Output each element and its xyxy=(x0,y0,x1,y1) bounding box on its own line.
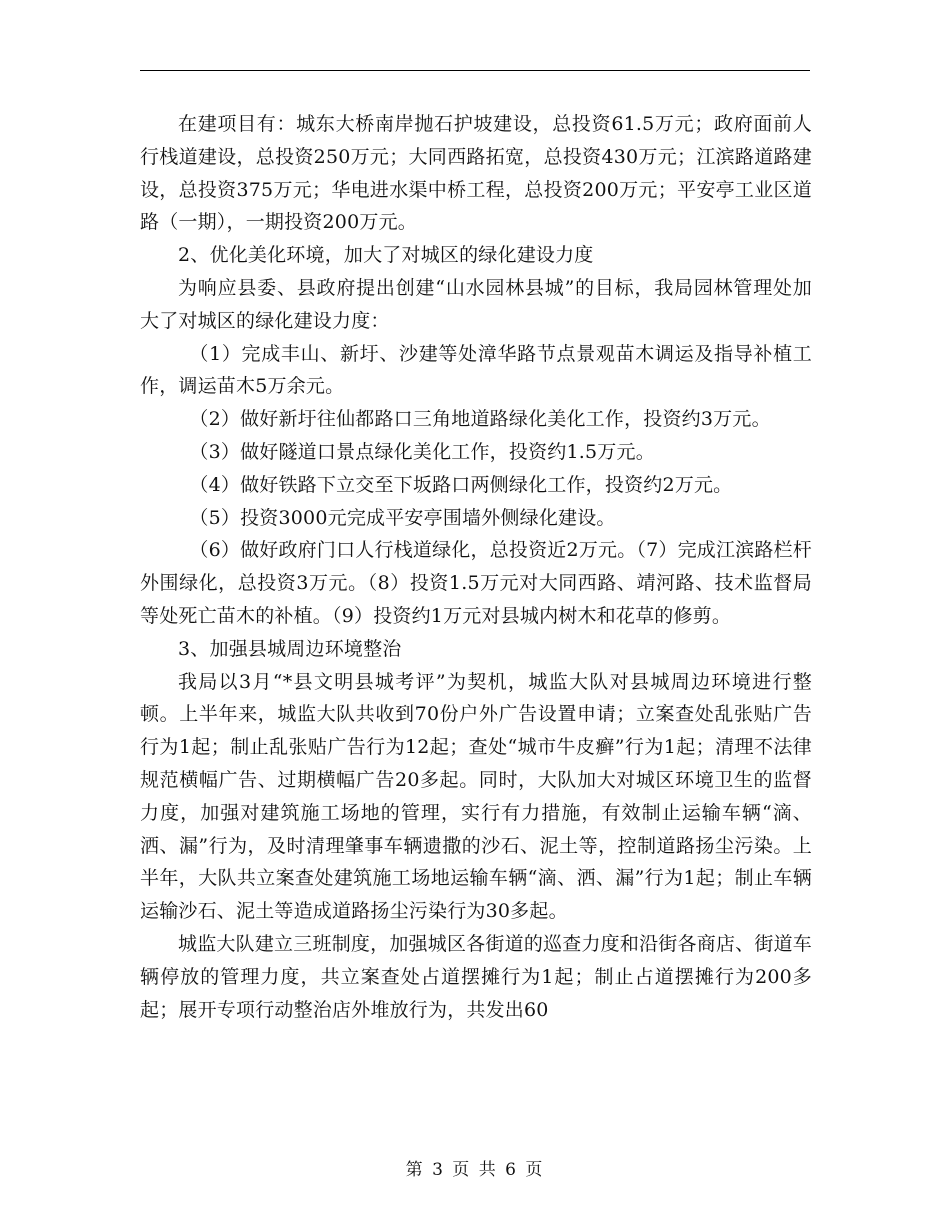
paragraph-projects: 在建项目有：城东大桥南岸抛石护坡建设，总投资61.5万元；政府面前人行栈道建设，总投资250万元；大同西路拓宽，总投资430万元；江滨路道路建设，总投资375万元；华电进水渠中桥工程，总投资200万元；平安亭工业区道路（一期），一期投资200万元。 xyxy=(140,113,812,234)
paragraph-inspection: 我局以3月“*县文明县城考评”为契机，城监大队对县城周边环境进行整顿。上半年来，城监大队共收到70份户外广告设置申请；立案查处乱张贴广告行为1起；制止乱张贴广告行为12起；查处“城市牛皮癣”行为1起；清理不法律规范横幅广告、过期横幅广告20多起。同时，大队加大对城区环境卫生的监督力度，加强对建筑施工场地的管理，实行有力措施，有效制止运输车辆“滴、洒、漏”行为，及时清理肇事车辆遗撒的沙石、泥土等，控制道路扬尘污染。上半年，大队共立案查处建筑施工场地运输车辆“滴、洒、漏”行为1起；制止车辆运输沙石、泥土等造成道路扬尘污染行为30多起。 xyxy=(140,670,812,923)
list-item-1: （1）完成丰山、新圩、沙建等处漳华路节点景观苗木调运及指导补植工作，调运苗木5万余元。 xyxy=(140,342,812,398)
paragraph-greening-intro: 为响应县委、县政府提出创建“山水园林县城”的目标，我局园林管理处加大了对城区的绿化建设力度： xyxy=(140,276,812,332)
header-rule xyxy=(140,70,810,71)
section-heading-greening: 2、优化美化环境，加大了对城区的绿化建设力度 xyxy=(178,244,594,267)
list-item-5: （5）投资3000元完成平安亭围墙外侧绿化建设。 xyxy=(189,506,616,529)
list-item-3: （3）做好隧道口景点绿化美化工作，投资约1.5万元。 xyxy=(189,440,655,463)
list-item-4: （4）做好铁路下立交至下坂路口两侧绿化工作，投资约2万元。 xyxy=(189,473,733,496)
paragraph-shift-system: 城监大队建立三班制度，加强城区各街道的巡查力度和沿街各商店、街道车辆停放的管理力度，共立案查处占道摆摊行为1起；制止占道摆摊行为200多起；展开专项行动整治店外堆放行为，共发出60 xyxy=(140,932,812,1021)
page-footer: 第 3 页 共 6 页 xyxy=(405,1160,545,1180)
body-text xyxy=(140,108,812,1026)
list-item-2: （2）做好新圩往仙都路口三角地道路绿化美化工作，投资约3万元。 xyxy=(189,408,771,431)
section-heading-environment: 3、加强县城周边环境整治 xyxy=(178,637,402,660)
list-item-6-9: （6）做好政府门口人行栈道绿化，总投资近2万元。（7）完成江滨路栏杆外围绿化，总投资3万元。（8）投资1.5万元对大同西路、靖河路、技术监督局等处死亡苗木的补植。（9）投资约1万元对县城内树木和花草的修剪。 xyxy=(140,539,812,627)
